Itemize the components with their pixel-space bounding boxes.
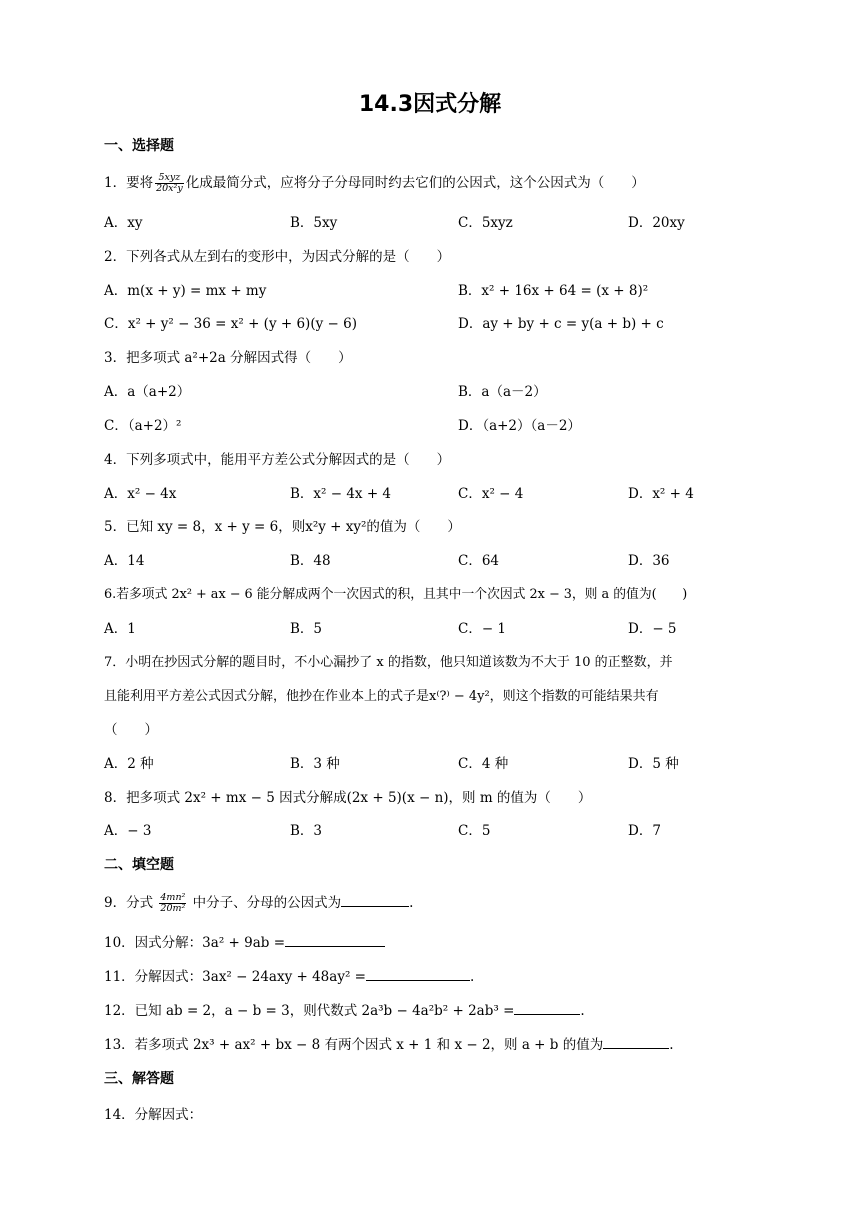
question-11 [104,966,764,988]
question-3: 3．把多项式 a²+2a 分解因式得（ ） [104,350,352,366]
question-9-end: . [409,895,414,911]
question-9-post: 中分子、分母的公因式为 [188,895,342,911]
answer-blank[interactable] [603,1034,669,1049]
option-c[interactable]: C．（a+2）² [104,418,182,434]
question-1-pre: 1．要将 [104,175,154,191]
fraction-numerator: 5xyz [155,173,184,184]
option-c[interactable]: C．− 1 [458,621,507,637]
option-d[interactable]: D．5 种 [628,756,679,772]
question-11-end: . [469,969,475,985]
answer-blank[interactable] [285,932,385,947]
question-7-line-3: （ ） [104,722,158,738]
option-d[interactable]: D．20xy [628,215,685,231]
option-a[interactable]: A．xy [104,215,143,231]
page-title: 14.3因式分解 [358,92,502,117]
section-heading-solve: 三、解答题 [104,1071,174,1087]
option-c[interactable]: C．64 [458,553,500,569]
question-1-fraction [155,173,184,194]
question-7-line-2: 且能利用平方差公式因式分解，他抄在作业本上的式子是x⁽?⁾ − 4y²，则这个指数的可能结果共有 [104,689,659,704]
question-10-stem: 10．因式分解：3a² + 9ab = [104,935,286,951]
option-b[interactable]: B．x² − 4x + 4 [290,486,392,502]
answer-blank[interactable] [514,1000,580,1015]
question-1-post: 化成最简分式，应将分子分母同时约去它们的公因式，这个公因式为（ ） [185,175,645,191]
question-14: 14．分解因式： [104,1107,203,1123]
question-10 [104,932,764,954]
option-c[interactable]: C．5 [458,823,491,839]
question-6: 6.若多项式 2x² + ax − 6 能分解成两个一次因式的积，且其中一个次因式 2x − 3，则 a 的值为( ) [104,587,688,602]
question-9-pre: 9．分式 [104,895,158,911]
question-13-stem: 13．若多项式 2x³ + ax² + bx − 8 有两个因式 x + 1 和 x − 2，则 a + b 的值为 [104,1037,604,1053]
option-d[interactable]: D．− 5 [628,621,677,637]
question-4: 4．下列多项式中，能用平方差公式分解因式的是（ ） [104,452,451,468]
fraction-numerator: 4mn² [160,892,186,903]
option-d[interactable]: D．ay + by + c = y(a + b) + c [458,316,664,332]
question-9 [104,892,764,914]
question-7-line-1: 7．小明在抄因式分解的题目时，不小心漏抄了 x 的指数，他只知道该数为不大于 10 的正整数，并 [104,655,673,670]
answer-blank[interactable] [341,892,409,907]
question-12-stem: 12．已知 ab = 2，a − b = 3，则代数式 2a³b − 4a²b² + 2ab³ = [104,1003,515,1019]
question-12-end: . [580,1003,585,1019]
question-1 [104,172,764,194]
option-b[interactable]: B．a（a－2） [458,384,547,400]
fraction-denominator: 20m² [160,903,186,914]
option-c[interactable]: C．5xyz [458,215,513,231]
question-2: 2．下列各式从左到右的变形中，为因式分解的是（ ） [104,249,451,265]
option-a[interactable]: A．a（a+2） [104,384,191,400]
option-b[interactable]: B．5xy [290,215,338,231]
question-9-fraction [159,893,186,914]
question-12 [104,1000,764,1022]
option-b[interactable]: B．3 种 [290,756,340,772]
question-5: 5．已知 xy = 8，x + y = 6，则x²y + xy²的值为（ ） [104,519,461,535]
option-b[interactable]: B．5 [290,621,323,637]
option-d[interactable]: D．（a+2）（a－2） [458,418,581,434]
section-heading-choice: 一、选择题 [104,138,174,154]
option-d[interactable]: D．7 [628,823,661,839]
option-c[interactable]: C．4 种 [458,756,509,772]
option-b[interactable]: B．48 [290,553,331,569]
question-13 [104,1034,764,1056]
option-a[interactable]: A．− 3 [104,823,152,839]
question-8: 8．把多项式 2x² + mx − 5 因式分解成(2x + 5)(x − n)，则 m 的值为（ ） [104,790,592,806]
option-d[interactable]: D．36 [628,553,670,569]
answer-blank[interactable] [366,966,470,981]
option-a[interactable]: A．2 种 [104,756,154,772]
option-c[interactable]: C．x² − 4 [458,486,524,502]
fraction-denominator: 20x²y [156,183,183,194]
option-a[interactable]: A．14 [104,553,145,569]
option-a[interactable]: A．1 [104,621,136,637]
option-d[interactable]: D．x² + 4 [628,486,694,502]
question-11-stem: 11．分解因式：3ax² − 24axy + 48ay² = [104,969,366,985]
question-13-end: . [669,1037,674,1053]
section-heading-fill: 二、填空题 [104,857,174,873]
option-b[interactable]: B．3 [290,823,323,839]
option-c[interactable]: C．x² + y² − 36 = x² + (y + 6)(y − 6) [104,316,357,332]
option-a[interactable]: A．x² − 4x [104,486,177,502]
option-a[interactable]: A．m(x + y) = mx + my [104,283,267,299]
option-b[interactable]: B．x² + 16x + 64 = (x + 8)² [458,283,649,299]
